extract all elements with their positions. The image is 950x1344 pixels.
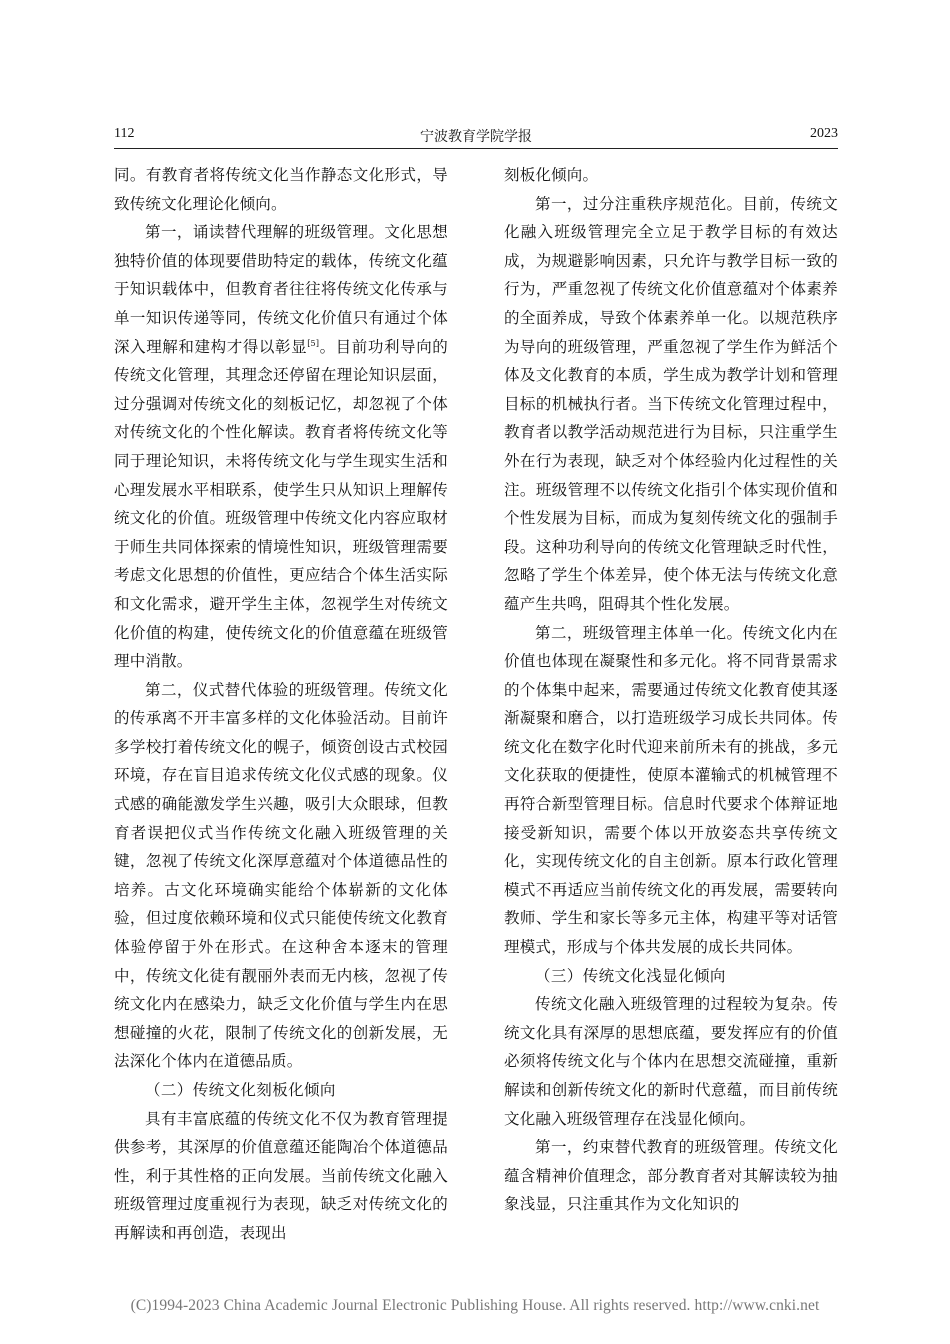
journal-name: 宁波教育学院学报 bbox=[420, 130, 532, 145]
left-column bbox=[114, 161, 448, 1248]
paragraph: 刻板化倾向。 bbox=[504, 166, 599, 184]
paragraph-constraint: 第一，约束替代教育的班级管理。传统文化蕴含精神价值理念，部分教育者对其解读较为抽象浅显，只注重其作为文化知识的 bbox=[504, 1138, 838, 1214]
citation-reference[interactable]: [5] bbox=[307, 338, 320, 348]
paragraph-text: 。目前功利导向的传统文化管理，其理念还停留在理论知识层面，过分强调对传统文化的刻板记忆，却忽视了个体对传统文化的个性化解读。教育者将传统文化等同于理论知识，未将传统文化与学生现实生活和心理发展水平相联系，使学生只从知识上理解传统文化的价值。班级管理中传统文化内容应取材于师生共同体探索的情境性知识，班级管理需要考虑文化思想的价值性，更应结合个体生活实际和文化需求，避开学生主体，忽视学生对传统文化价值的构建，使传统文化的价值意蕴在班级管理中消散。 bbox=[114, 337, 448, 671]
paragraph-rote-recitation bbox=[114, 218, 448, 676]
running-header bbox=[114, 126, 838, 149]
section-heading: （三）传统文化浅显化倾向 bbox=[535, 966, 726, 985]
paragraph: 同。有教育者将传统文化当作静态文化形式，导致传统文化理论化倾向。 bbox=[114, 166, 448, 213]
paragraph-single-subject: 第二，班级管理主体单一化。传统文化内在价值也体现在凝聚性和多元化。将不同背景需求的个体集中起来，需要通过传统文化教育使其逐渐凝聚和磨合，以打造班级学习成长共同体。传统文化在数字化时代迎来前所未有的挑战，多元文化获取的便捷性，使原本灌输式的机械管理不再符合新型管理目标。信息时代要求个体辩证地接受新知识，需要个体以开放姿态共享传统文化，实现传统文化的自主创新。原本行政化管理模式不再适应当前传统文化的再发展，需要转向教师、学生和家长等多元主体，构建平等对话管理模式，形成与个体共发展的成长共同体。 bbox=[504, 623, 838, 957]
paragraph-text: 第一，诵读替代理解的班级管理。文化思想独特价值的体现要借助特定的载体，传统文化蕴于知识载体中，但教育者往往将传统文化传承与单一知识传递等同，传统文化价值只有通过个体深入理解和建构才得以彰显 bbox=[114, 223, 448, 356]
section-heading: （二）传统文化刻板化倾向 bbox=[145, 1081, 336, 1099]
publication-year: 2023 bbox=[810, 126, 838, 141]
paragraph-order-standardization: 第一，过分注重秩序规范化。目前，传统文化融入班级管理完全立足于教学目标的有效达成，为规避影响因素，只允许与教学目标一致的行为，严重忽视了传统文化价值意蕴对个体素养的全面养成，导致个体素养单一化。以规范秩序为导向的班级管理，严重忽视了学生作为鲜活个体及文化教育的本质，学生成为教学计划和管理目标的机械执行者。当下传统文化管理过程中，教育者以教学活动规范进行为目标，只注重学生外在行为表现，缺乏对个体经验内化过程性的关注。班级管理不以传统文化指引个体实现价值和个性发展为目标，而成为复刻传统文化的强制手段。这种功利导向的传统文化管理缺乏时代性，忽略了学生个体差异，使个体无法与传统文化意蕴产生共鸣，阻碍其个性化发展。 bbox=[504, 194, 838, 613]
copyright-footer: (C)1994-2023 China Academic Journal Electronic Publishing House. All rights reserved. http://www.cnki.net bbox=[130, 1297, 820, 1314]
right-column bbox=[504, 161, 838, 1219]
paragraph: 具有丰富底蕴的传统文化不仅为教育管理提供参考，其深厚的价值意蕴还能陶冶个体道德品性，利于其性格的正向发展。当前传统文化融入班级管理过度重视行为表现，缺乏对传统文化的再解读和再创造，表现出 bbox=[114, 1109, 448, 1242]
paragraph-ritual: 第二，仪式替代体验的班级管理。传统文化的传承离不开丰富多样的文化体验活动。目前许多学校打着传统文化的幌子，倾资创设古式校园环境，存在盲目追求传统文化仪式感的现象。仪式感的确能激发学生兴趣，吸引大众眼球，但教育者误把仪式当作传统文化融入班级管理的关键，忽视了传统文化深厚意蕴对个体道德品性的培养。古文化环境确实能给个体崭新的文化体验，但过度依赖环境和仪式只能使传统文化教育体验停留于外在形式。在这种舍本逐末的管理中，传统文化徒有靓丽外表而无内核，忽视了传统文化内在感染力，缺乏文化价值与学生内在思想碰撞的火花，限制了传统文化的创新发展，无法深化个体内在道德品质。 bbox=[114, 680, 448, 1071]
page-number: 112 bbox=[114, 126, 135, 141]
paragraph: 传统文化融入班级管理的过程较为复杂。传统文化具有深厚的思想底蕴，要发挥应有的价值必须将传统文化与个体内在思想交流碰撞，重新解读和创新传统文化的新时代意蕴，而目前传统文化融入班级管理存在浅显化倾向。 bbox=[504, 995, 838, 1128]
